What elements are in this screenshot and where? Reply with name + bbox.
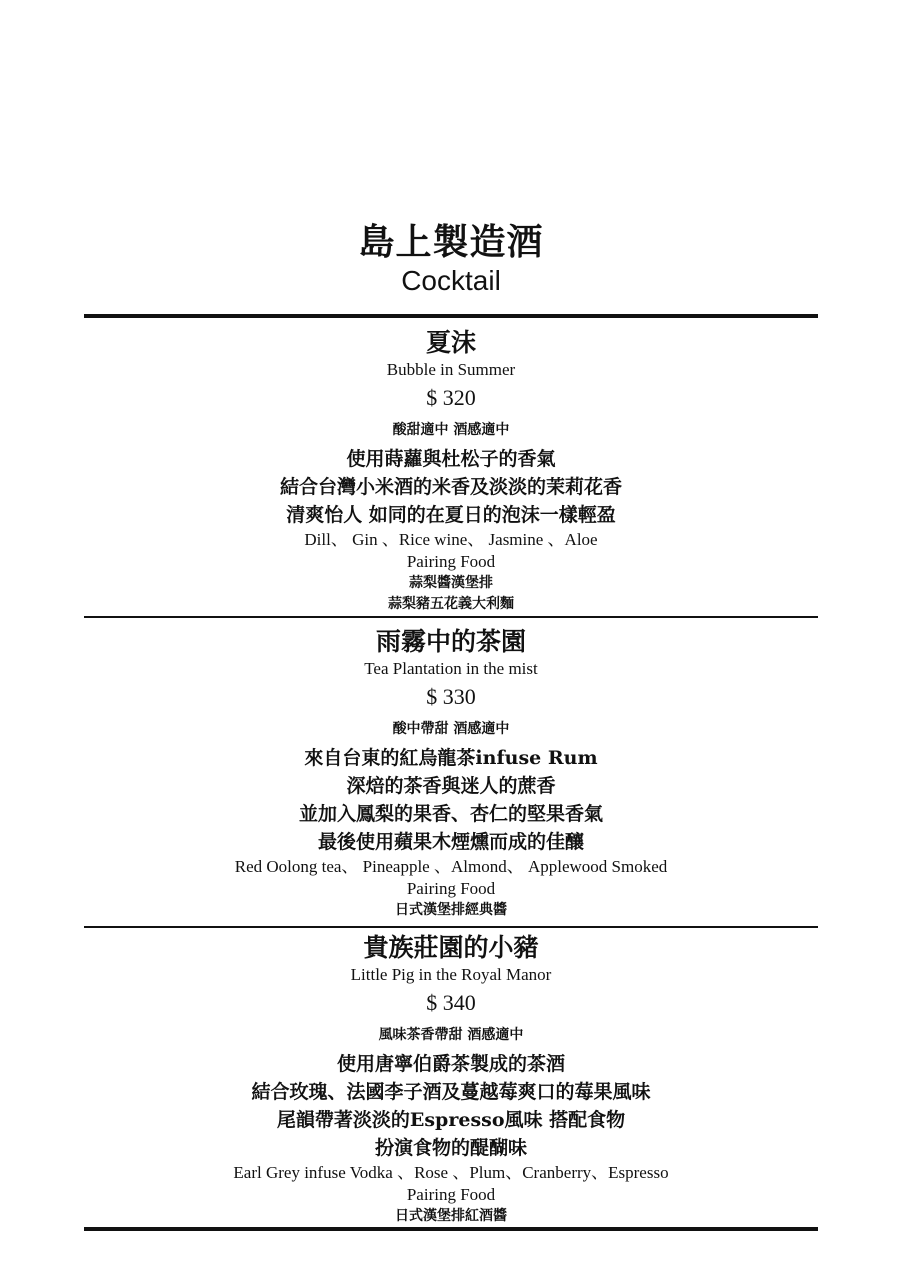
top-divider — [84, 314, 818, 318]
section-divider — [84, 616, 818, 618]
pairing-label: Pairing Food — [406, 552, 496, 571]
item-price: $ 330 — [426, 684, 476, 709]
menu-item-bubble-in-summer — [84, 327, 818, 615]
item-description-line: 最後使用蘋果木煙燻而成的佳釀 — [317, 831, 584, 853]
item-ingredients: Earl Grey infuse Vodka 、Rose 、Plum、Cranberry、Espresso — [233, 1163, 669, 1182]
item-name-zh: 雨霧中的茶園 — [375, 627, 526, 656]
pairing-label: Pairing Food — [406, 879, 496, 898]
item-name-zh: 夏沫 — [425, 328, 476, 357]
menu-item-little-pig — [84, 932, 818, 1227]
item-description-line: 來自台東的紅烏龍茶infuse Rum — [304, 747, 598, 769]
item-description-line: 結合台灣小米酒的米香及淡淡的茉莉花香 — [279, 476, 622, 498]
item-price: $ 340 — [426, 990, 476, 1015]
pairing-label: Pairing Food — [406, 1185, 496, 1204]
item-name-zh: 貴族莊園的小豬 — [363, 933, 539, 962]
bottom-divider — [84, 1227, 818, 1231]
menu-item-tea-plantation — [84, 626, 818, 921]
item-taste: 酸甜適中 酒感適中 — [392, 422, 510, 438]
pairing-food: 蒜梨豬五花義大利麵 — [388, 596, 514, 612]
item-description-line: 尾韻帶著淡淡的Espresso風味 搭配食物 — [276, 1109, 626, 1131]
item-description-line: 使用唐寧伯爵茶製成的茶酒 — [336, 1053, 565, 1075]
item-description-line: 深焙的茶香與迷人的蔗香 — [346, 775, 556, 797]
menu-title: 島上製造酒 — [358, 221, 544, 263]
item-description-line: 使用蒔蘿與杜松子的香氣 — [346, 448, 556, 470]
item-description-line: 清爽怡人 如同的在夏日的泡沫一樣輕盈 — [286, 504, 616, 526]
item-price: $ 320 — [426, 385, 476, 410]
pairing-food: 日式漢堡排紅酒醬 — [395, 1208, 507, 1224]
item-ingredients: Dill、 Gin 、Rice wine、 Jasmine 、Aloe — [304, 530, 598, 549]
item-name-en: Little Pig in the Royal Manor — [350, 965, 552, 984]
item-description-line: 結合玫瑰、法國李子酒及蔓越莓爽口的莓果風味 — [251, 1081, 651, 1103]
item-name-en: Bubble in Summer — [386, 360, 516, 379]
item-taste: 風味茶香帶甜 酒感適中 — [378, 1027, 524, 1043]
item-ingredients: Red Oolong tea、 Pineapple 、Almond、 Applewood Smoked — [234, 857, 668, 876]
item-taste: 酸中帶甜 酒感適中 — [392, 721, 510, 737]
item-name-en: Tea Plantation in the mist — [364, 659, 538, 678]
item-description-line: 扮演食物的醍醐味 — [374, 1137, 527, 1159]
pairing-food: 日式漢堡排經典醬 — [395, 902, 507, 918]
section-divider — [84, 926, 818, 928]
item-description-line: 並加入鳳梨的果香、杏仁的堅果香氣 — [298, 803, 603, 825]
menu-subtitle: Cocktail — [401, 265, 501, 296]
pairing-food: 蒜梨醬漢堡排 — [409, 575, 493, 591]
